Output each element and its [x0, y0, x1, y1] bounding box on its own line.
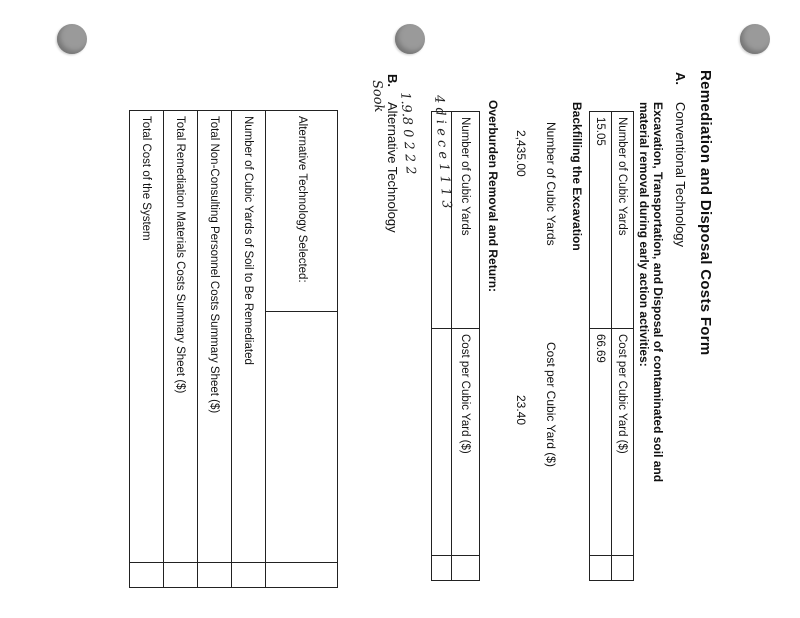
non-consulting-personnel-costs-label: Total Non-Consulting Personnel Costs Summary Sheet ($)	[198, 111, 232, 563]
section-a-description-line2: material removal during early action activities:	[637, 102, 651, 367]
excavation-cost-table	[589, 111, 634, 581]
handwritten-note-3: 4 d i e c e 1 1 1 3	[431, 94, 454, 210]
alt-tech-selected-value[interactable]	[266, 312, 338, 563]
backfilling-heading: Backfilling the Excavation	[570, 102, 584, 251]
alt-tech-selected-label: Alternative Technology Selected:	[266, 111, 338, 312]
overburden-cost-table	[431, 111, 480, 581]
section-a-letter: A.	[673, 72, 688, 85]
backfilling-cubic-yards-value: 2,435.00	[514, 130, 528, 177]
section-b-heading: Alternative Technology	[385, 102, 400, 233]
alternative-technology-table	[129, 110, 338, 588]
overburden-col1-header: Number of Cubic Yards	[452, 112, 480, 329]
cubic-yards-remediated-label: Number of Cubic Yards of Soil to Be Remediated	[232, 111, 266, 563]
backfilling-cost-per-yard-value: 23.40	[514, 395, 528, 426]
handwritten-note-2: 1.9.8 0 2 2 2	[397, 91, 418, 176]
alt-tech-blank-cell	[266, 563, 338, 588]
form-title: Remediation and Disposal Costs Form	[697, 70, 714, 356]
excavation-col2-header: Cost per Cubic Yard ($)	[612, 329, 634, 556]
overburden-col2-header: Cost per Cubic Yard ($)	[452, 329, 480, 556]
total-system-cost-value[interactable]	[130, 563, 164, 588]
remediation-materials-costs-value[interactable]	[164, 563, 198, 588]
section-a-description-line1: Excavation, Transportation, and Disposal of contaminated soil and	[651, 102, 665, 483]
handwritten-note-1: Sook	[368, 79, 387, 113]
binder-hole-icon	[740, 24, 770, 54]
binder-hole-icon	[395, 24, 425, 54]
backfilling-col2-header: Cost per Cubic Yard ($)	[544, 342, 558, 467]
overburden-cubic-yards-cell[interactable]	[432, 112, 452, 329]
section-a-heading: Conventional Technology	[673, 102, 688, 248]
binder-hole-icon	[57, 24, 87, 54]
excavation-cubic-yards-cell[interactable]: 15.05	[590, 112, 612, 329]
section-b-letter: B.	[385, 74, 400, 87]
overburden-cost-per-yard-cell[interactable]	[432, 329, 452, 556]
remediation-materials-costs-label: Total Remediation Materials Costs Summary Sheet ($)	[164, 111, 198, 563]
total-system-cost-label: Total Cost of the System	[130, 111, 164, 563]
excavation-blank-cell	[612, 556, 634, 581]
excavation-blank-cell	[590, 556, 612, 581]
overburden-blank-cell	[432, 556, 452, 581]
excavation-col1-header: Number of Cubic Yards	[612, 112, 634, 329]
cubic-yards-remediated-value[interactable]	[232, 563, 266, 588]
overburden-blank-cell	[452, 556, 480, 581]
overburden-heading: Overburden Removal and Return:	[486, 100, 500, 293]
non-consulting-personnel-costs-value[interactable]	[198, 563, 232, 588]
excavation-cost-per-yard-cell[interactable]: 66.69	[590, 329, 612, 556]
backfilling-col1-header: Number of Cubic Yards	[544, 122, 558, 246]
